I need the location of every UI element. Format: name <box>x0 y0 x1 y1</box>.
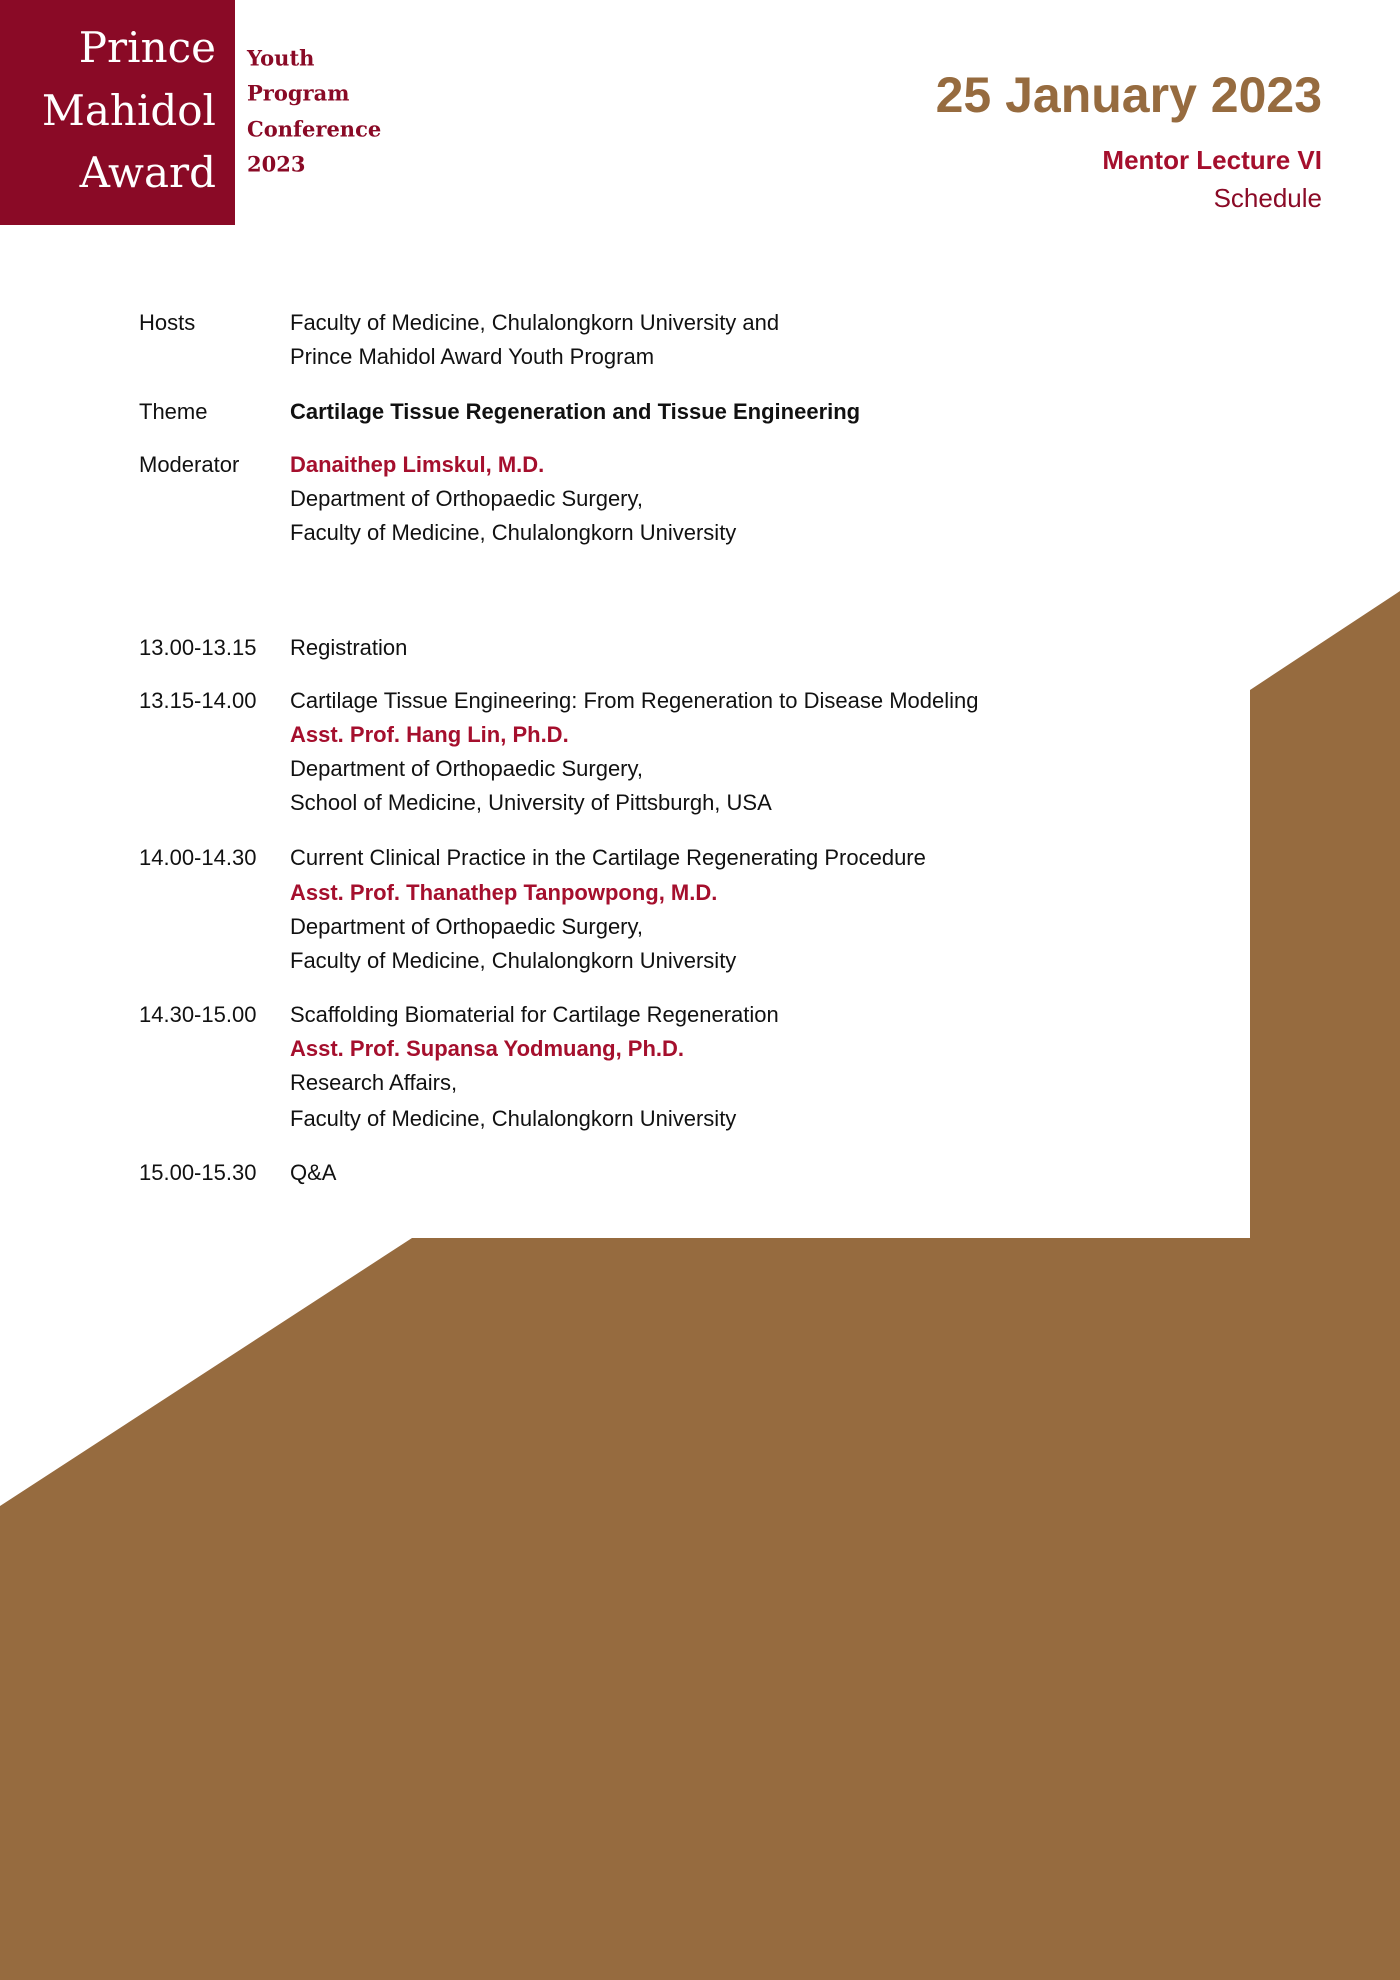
moderator-name: Danaithep Limskul, M.D. <box>290 452 545 477</box>
program-name: Youth <box>247 45 315 71</box>
schedule-title: Q&A <box>290 1160 337 1185</box>
logo-block <box>0 0 235 225</box>
speaker-org: Faculty of Medicine, Chulalongkorn University <box>290 1106 737 1131</box>
schedule-title: Scaffolding Biomaterial for Cartilage Regeneration <box>290 1002 779 1027</box>
theme-label: Theme <box>139 399 208 424</box>
speaker-dept: Research Affairs, <box>290 1070 458 1095</box>
moderator-dept: Department of Orthopaedic Surgery, <box>290 486 643 511</box>
schedule-title: Current Clinical Practice in the Cartilage Regenerating Procedure <box>290 845 926 870</box>
hosts-value: Prince Mahidol Award Youth Program <box>290 344 655 369</box>
event-title: Mentor Lecture VI <box>1102 145 1322 175</box>
logo-text: Prince <box>78 23 216 72</box>
event-date: 25 January 2023 <box>935 67 1322 123</box>
speaker-name: Asst. Prof. Supansa Yodmuang, Ph.D. <box>290 1036 685 1061</box>
hosts-value: Faculty of Medicine, Chulalongkorn University and <box>290 310 780 335</box>
speaker-dept: Department of Orthopaedic Surgery, <box>290 756 643 781</box>
schedule-time: 14.30-15.00 <box>139 1002 257 1027</box>
logo-text: Mahidol <box>41 86 216 135</box>
schedule-time: 15.00-15.30 <box>139 1160 257 1185</box>
logo-text: Award <box>79 148 216 197</box>
program-name: Conference <box>247 116 382 142</box>
event-subtitle: Schedule <box>1213 183 1322 213</box>
schedule-title: Cartilage Tissue Engineering: From Regeneration to Disease Modeling <box>290 688 979 713</box>
program-year: 2023 <box>247 151 306 177</box>
speaker-dept: Department of Orthopaedic Surgery, <box>290 914 643 939</box>
speaker-org: Faculty of Medicine, Chulalongkorn University <box>290 948 737 973</box>
speaker-org: School of Medicine, University of Pittsburgh, USA <box>290 790 772 815</box>
theme-value: Cartilage Tissue Regeneration and Tissue Engineering <box>290 399 861 424</box>
program-name: Program <box>247 80 350 106</box>
schedule-time: 13.00-13.15 <box>139 635 257 660</box>
schedule-title: Registration <box>290 635 408 660</box>
hosts-label: Hosts <box>139 310 196 335</box>
schedule-time: 14.00-14.30 <box>139 845 257 870</box>
moderator-label: Moderator <box>139 452 240 477</box>
moderator-org: Faculty of Medicine, Chulalongkorn University <box>290 520 737 545</box>
schedule-time: 13.15-14.00 <box>139 688 257 713</box>
speaker-name: Asst. Prof. Hang Lin, Ph.D. <box>290 722 569 747</box>
speaker-name: Asst. Prof. Thanathep Tanpowpong, M.D. <box>290 880 718 905</box>
